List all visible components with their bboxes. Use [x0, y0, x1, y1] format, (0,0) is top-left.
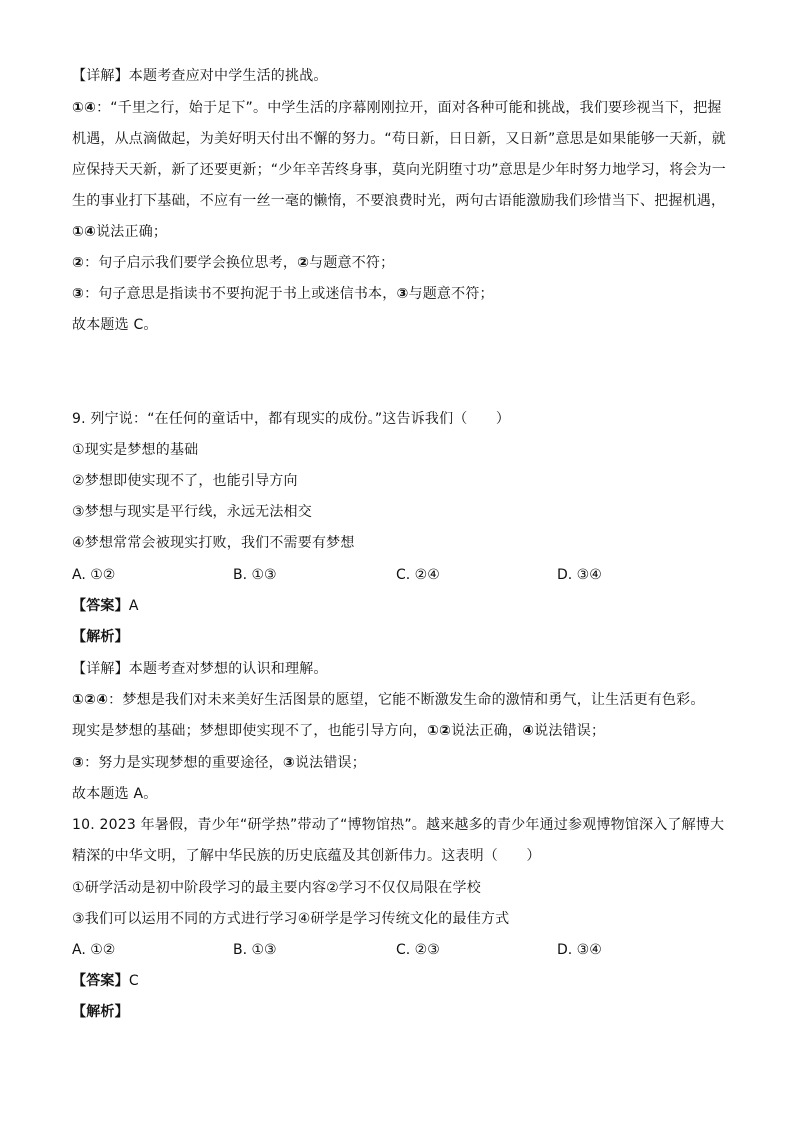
paragraph-line	[72, 253, 394, 273]
option-d: D. ③④	[557, 567, 602, 583]
option-c: C. ②④	[396, 567, 440, 583]
text-span: ：句子启示我们要学会换位思考，	[84, 255, 298, 271]
option-b: B. ①③	[233, 942, 277, 958]
text-span: ：句子意思是指读书不要拘泥于书上或迷信书本，	[84, 286, 397, 302]
circled-numbers: ①②	[427, 723, 452, 739]
text-span: ：梦想是我们对未来美好生活图景的愿望，它能不断激发生命的激情和勇气，让生活更有色彩。	[108, 692, 705, 708]
paragraph-line	[72, 222, 167, 242]
question-10-stem-line2: 精深的中华文明，了解中华民族的历史底蕴及其创新伟力。这表明（ ）	[72, 848, 541, 864]
conclusion-line: 故本题选 C。	[72, 317, 158, 333]
circled-number: ③	[396, 286, 409, 302]
option-a: A. ①②	[72, 942, 116, 958]
circled-number: ②	[297, 255, 310, 271]
option-a: A. ①②	[72, 567, 116, 583]
text-span: 与题意不符；	[309, 255, 395, 271]
question-item: ③梦想与现实是平行线，永远无法相交	[72, 504, 312, 520]
paragraph-line: 应保持天天新，新了还要更新；“少年辛苦终身事，莫向光阴堕寸功”意思是少年时努力地学习，将会为一	[72, 162, 726, 178]
text-span: 说法正确；	[96, 224, 168, 240]
question-item: ①现实是梦想的基础	[72, 442, 199, 458]
option-c: C. ②③	[396, 942, 440, 958]
option-d: D. ③④	[557, 942, 602, 958]
question-item: ④梦想常常会被现实打败，我们不需要有梦想	[72, 535, 355, 551]
text-span: 说法正确，	[451, 723, 523, 739]
answer-line	[72, 971, 139, 991]
question-10-stem-line1: 10. 2023 年暑假，青少年“研学热”带动了“博物馆热”。越来越多的青少年通过参观博物馆深入了解博大	[72, 817, 725, 833]
paragraph-line: 机遇，从点滴做起，为美好明天付出不懈的努力。“苟日新，日日新，又日新”意思是如果能够一天新，就	[72, 131, 726, 147]
text-span: 现实是梦想的基础；梦想即使实现不了，也能引导方向，	[72, 723, 427, 739]
answer-label: 【答案】	[72, 973, 129, 989]
paragraph-line	[72, 284, 494, 304]
text-span: ：努力是实现梦想的重要途径，	[84, 755, 283, 771]
text-span: 说法错误；	[294, 755, 366, 771]
paragraph-line	[72, 98, 722, 118]
circled-numbers: ①④	[72, 100, 97, 116]
text-span: ：“千里之行，始于足下”。中学生活的序幕刚刚拉开，面对各种可能和挑战，我们要珍视当下，把握	[96, 100, 722, 116]
option-b: B. ①③	[233, 567, 277, 583]
answer-value: A	[128, 598, 139, 614]
question-item: ②梦想即使实现不了，也能引导方向	[72, 473, 298, 489]
question-items-line: ①研学活动是初中阶段学习的最主要内容②学习不仅仅局限在学校	[72, 880, 481, 896]
text-span: 与题意不符；	[408, 286, 494, 302]
paragraph-line	[72, 721, 605, 741]
paragraph-line: 生的事业打下基础，不应有一丝一毫的懒惰，不要浪费时光，两句古语能激励我们珍惜当下、把握机遇，	[72, 193, 726, 209]
circled-numbers: ①②④	[72, 692, 109, 708]
circled-number: ③	[72, 755, 85, 771]
question-items-line: ③我们可以运用不同的方式进行学习④研学是学习传统文化的最佳方式	[72, 911, 510, 927]
circled-number: ②	[72, 255, 85, 271]
answer-value: C	[128, 973, 139, 989]
question-9-stem: 9. 列宁说：“在任何的童话中，都有现实的成份。”这告诉我们（ ）	[72, 411, 511, 427]
text-span: 说法错误；	[534, 723, 606, 739]
conclusion-line: 故本题选 A。	[72, 786, 158, 802]
detail-heading-9: 【详解】本题考查对梦想的认识和理解。	[72, 661, 328, 677]
circled-numbers: ①④	[72, 224, 97, 240]
answer-line	[72, 596, 139, 616]
analysis-label: 【解析】	[72, 1004, 129, 1020]
circled-number: ③	[282, 755, 295, 771]
detail-heading-8: 【详解】本题考查应对中学生活的挑战。	[72, 68, 328, 84]
circled-number: ③	[72, 286, 85, 302]
paragraph-line	[72, 690, 705, 710]
circled-number: ④	[522, 723, 535, 739]
analysis-label: 【解析】	[72, 629, 129, 645]
paragraph-line	[72, 753, 366, 773]
answer-label: 【答案】	[72, 598, 129, 614]
